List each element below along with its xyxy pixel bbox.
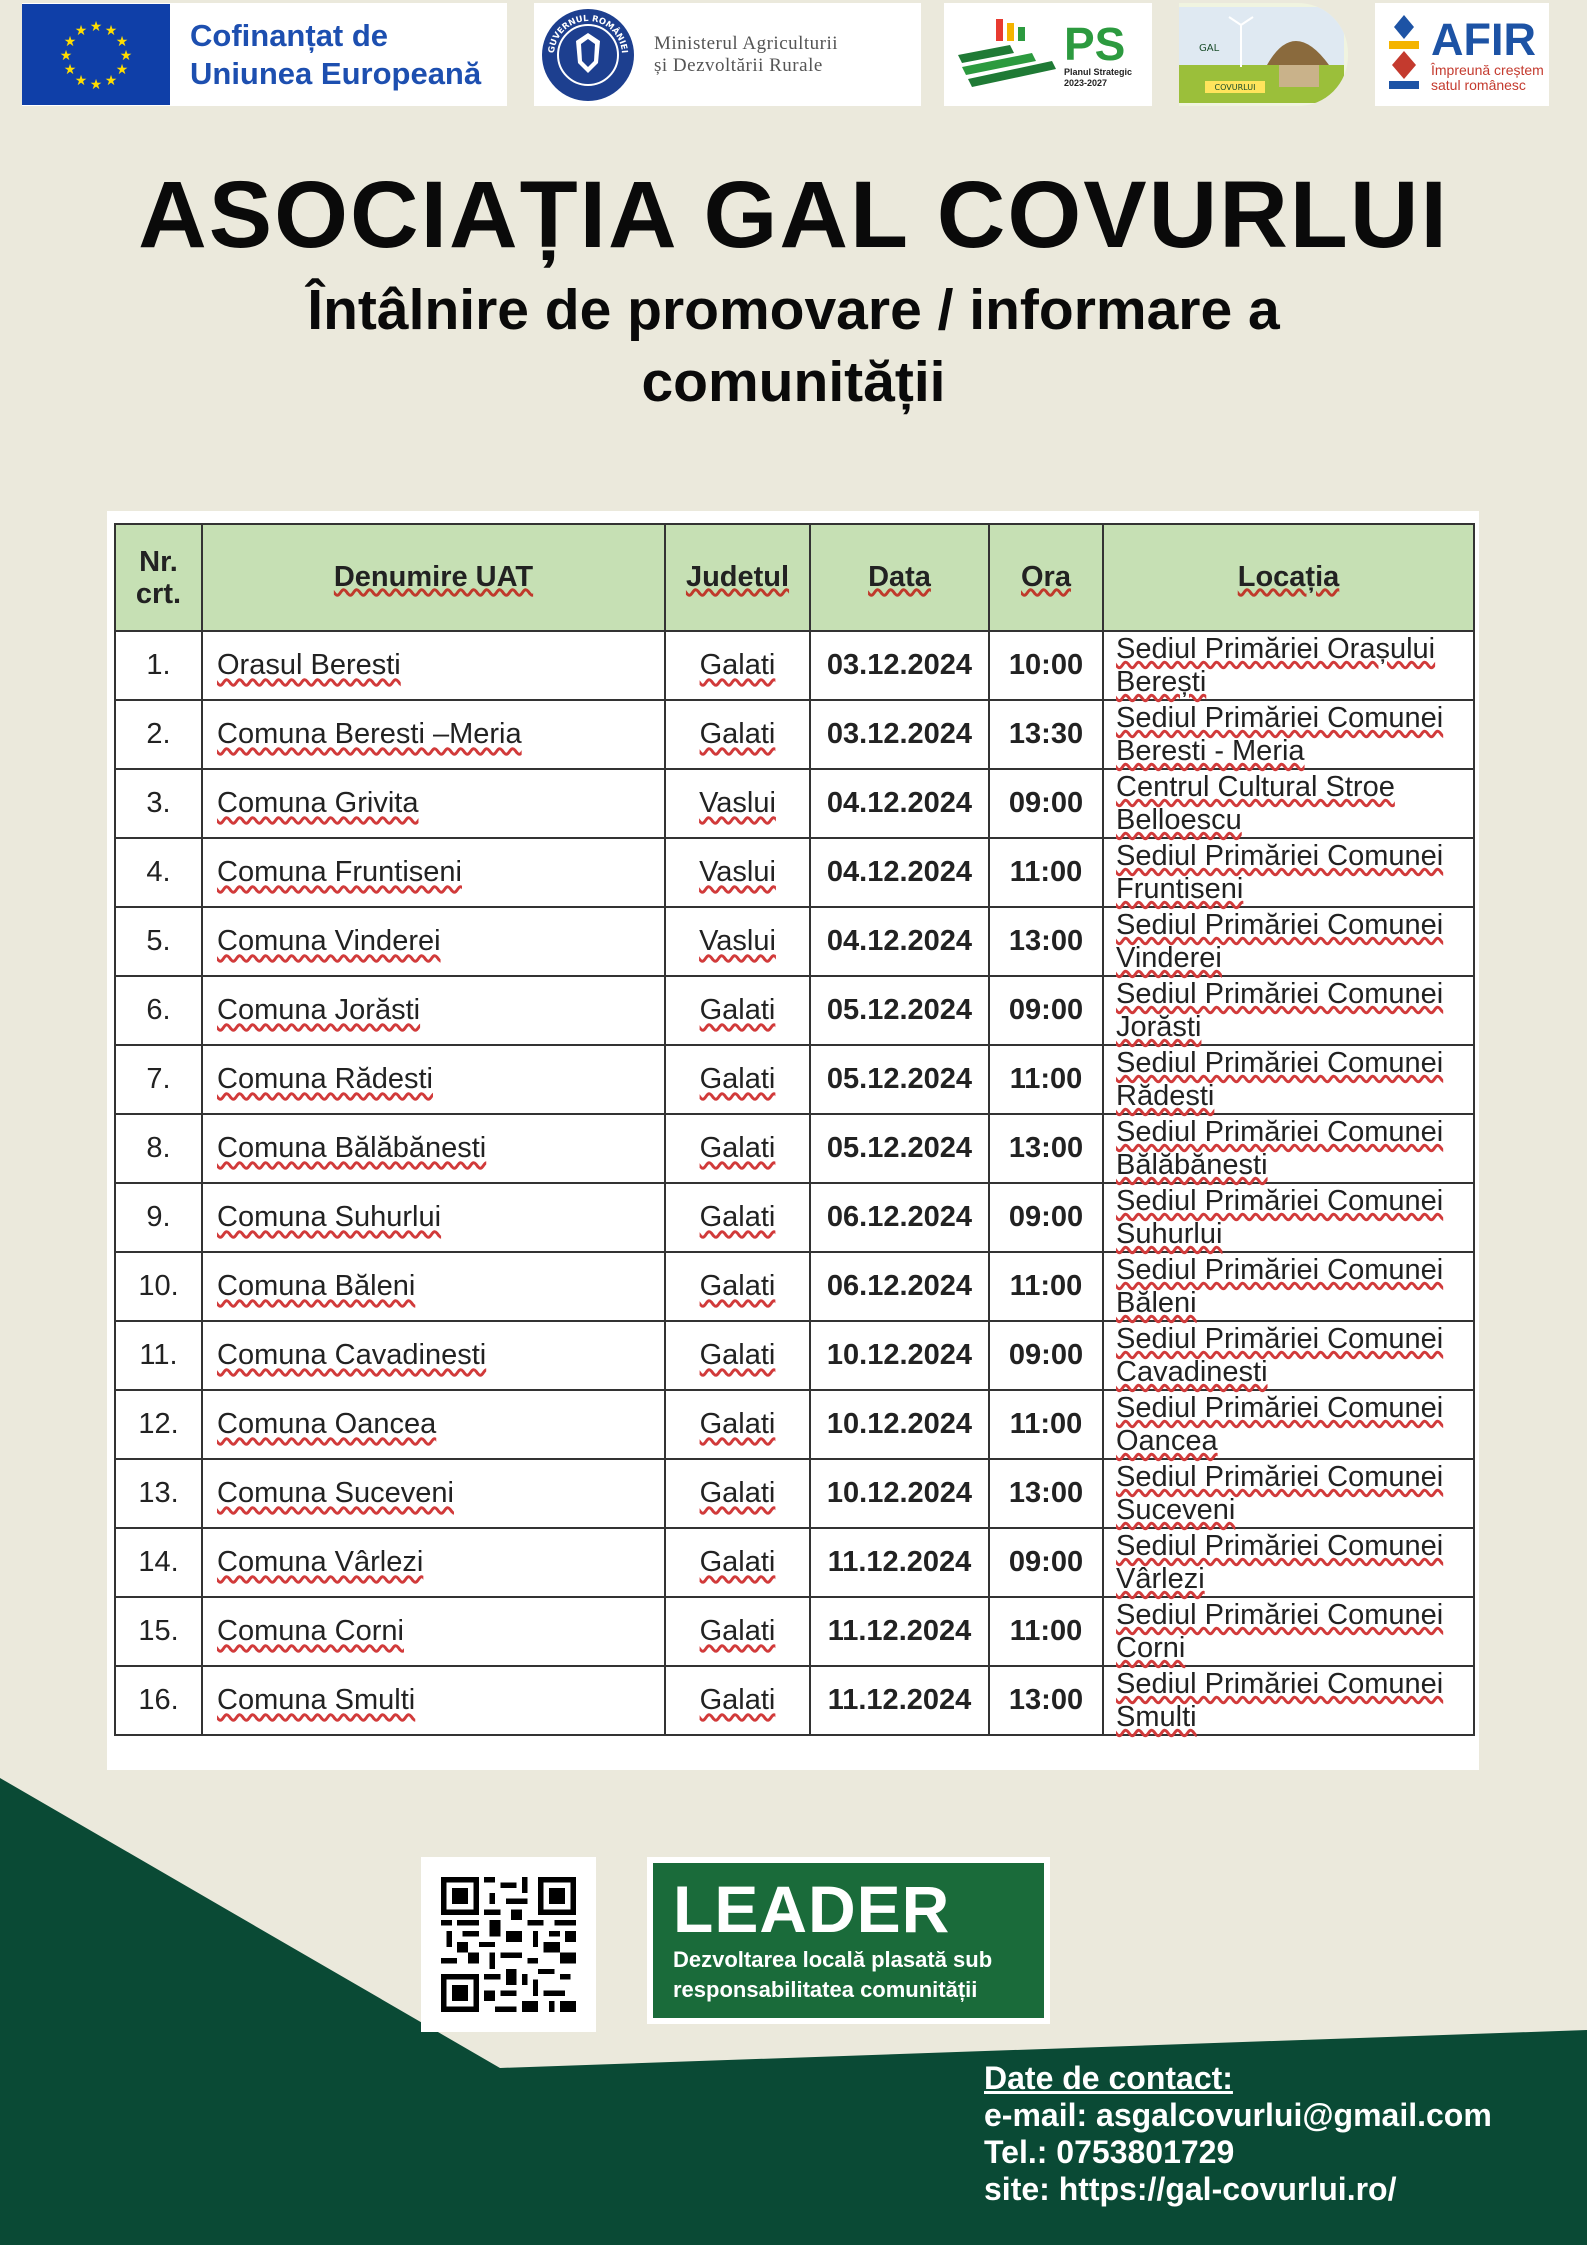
cell-locatie: Sediul Primăriei Comunei Cavadinesti: [1103, 1321, 1474, 1390]
cell-ora: 09:00: [989, 976, 1103, 1045]
table-row: [115, 1045, 1474, 1114]
cell-uat: Comuna Smulti: [202, 1666, 665, 1735]
column-header-data: Data: [810, 524, 989, 631]
cell-nr: 11.: [115, 1321, 202, 1390]
cell-nr: 1.: [115, 631, 202, 700]
table-row: [115, 1114, 1474, 1183]
cell-uat: Comuna Bălăbănesti: [202, 1114, 665, 1183]
cell-nr: 9.: [115, 1183, 202, 1252]
cell-locatie: Sediul Primăriei Comunei Suhurlui: [1103, 1183, 1474, 1252]
svg-text:★: ★: [115, 34, 129, 50]
table-row: [115, 631, 1474, 700]
cell-data: 11.12.2024: [810, 1528, 989, 1597]
leader-title: LEADER: [673, 1872, 951, 1946]
eu-line-2: Uniunea Europeană: [190, 55, 482, 91]
cell-data: 04.12.2024: [810, 907, 989, 976]
schedule-table: [114, 523, 1475, 1736]
cell-locatie: Sediul Primăriei Comunei Oancea: [1103, 1390, 1474, 1459]
cell-ora: 13:00: [989, 1666, 1103, 1735]
cell-uat: Comuna Băleni: [202, 1252, 665, 1321]
cell-uat: Comuna Rădesti: [202, 1045, 665, 1114]
table-row: [115, 976, 1474, 1045]
cell-uat: Comuna Corni: [202, 1597, 665, 1666]
cell-data: 10.12.2024: [810, 1321, 989, 1390]
svg-text:★: ★: [63, 62, 77, 78]
cell-locatie: Sediul Primăriei Comunei Suceveni: [1103, 1459, 1474, 1528]
cell-judet: Galati: [665, 1390, 810, 1459]
cell-data: 10.12.2024: [810, 1390, 989, 1459]
table-row: [115, 1597, 1474, 1666]
cell-data: 03.12.2024: [810, 700, 989, 769]
svg-text:★: ★: [74, 23, 88, 39]
cell-locatie: Sediul Primăriei Comunei Jorăsti: [1103, 976, 1474, 1045]
cell-judet: Galati: [665, 631, 810, 700]
cell-uat: Comuna Vârlezi: [202, 1528, 665, 1597]
leader-logo: [647, 1857, 1050, 2024]
page-title: ASOCIAȚIA GAL COVURLUI: [138, 162, 1449, 268]
cell-ora: 11:00: [989, 1597, 1103, 1666]
eu-logo: [22, 3, 507, 106]
gal-label: COVURLUI: [1214, 82, 1256, 92]
gal-label-top: GAL: [1199, 42, 1220, 54]
eu-flag-icon: [22, 4, 170, 105]
cell-ora: 13:00: [989, 1114, 1103, 1183]
cell-data: 03.12.2024: [810, 631, 989, 700]
leader-subtitle: Dezvoltarea locală plasată sub responsabilitatea comunității: [673, 1947, 993, 2002]
schedule-table-panel: [107, 511, 1479, 1770]
cell-data: 05.12.2024: [810, 976, 989, 1045]
table-row: [115, 1252, 1474, 1321]
cell-judet: Galati: [665, 1597, 810, 1666]
svg-text:★: ★: [119, 48, 133, 64]
column-header-ora: Ora: [989, 524, 1103, 631]
table-row: [115, 1528, 1474, 1597]
afir-mark-text: AFIR: [1431, 13, 1536, 65]
cell-judet: Vaslui: [665, 838, 810, 907]
svg-text:★: ★: [89, 77, 103, 93]
cell-ora: 10:00: [989, 631, 1103, 700]
svg-text:★: ★: [104, 73, 118, 89]
cell-judet: Vaslui: [665, 907, 810, 976]
cell-locatie: Sediul Primăriei Orașului Berești: [1103, 631, 1474, 700]
cell-ora: 11:00: [989, 1252, 1103, 1321]
contact-site[interactable]: site: https://gal-covurlui.ro/: [984, 2171, 1397, 2207]
cell-data: 11.12.2024: [810, 1666, 989, 1735]
svg-text:★: ★: [59, 48, 73, 64]
cell-locatie: Sediul Primăriei Comunei Beresti - Meria: [1103, 700, 1474, 769]
ps-line-2: 2023-2027: [1064, 77, 1108, 88]
cell-nr: 12.: [115, 1390, 202, 1459]
cell-ora: 13:00: [989, 907, 1103, 976]
cell-locatie: Sediul Primăriei Comunei Vârlezi: [1103, 1528, 1474, 1597]
cell-uat: Comuna Suhurlui: [202, 1183, 665, 1252]
afir-line-2: satul românesc: [1431, 76, 1526, 93]
cell-uat: Comuna Beresti –Meria: [202, 700, 665, 769]
contact-heading: Date de contact:: [984, 2060, 1233, 2096]
afir-motif-icon: [1383, 9, 1425, 101]
cell-uat: Comuna Grivita: [202, 769, 665, 838]
svg-text:★: ★: [89, 19, 103, 35]
svg-text:★: ★: [104, 23, 118, 39]
cell-judet: Galati: [665, 700, 810, 769]
table-row: [115, 1459, 1474, 1528]
afir-line-1: Împreună creștem: [1431, 61, 1544, 78]
cell-nr: 14.: [115, 1528, 202, 1597]
cell-ora: 13:30: [989, 700, 1103, 769]
svg-text:★: ★: [63, 34, 77, 50]
cell-nr: 4.: [115, 838, 202, 907]
cell-data: 04.12.2024: [810, 838, 989, 907]
ministry-line-1: Ministerul Agriculturii: [654, 32, 839, 54]
cell-ora: 11:00: [989, 838, 1103, 907]
government-seal-icon: [540, 7, 636, 103]
cell-uat: Comuna Fruntiseni: [202, 838, 665, 907]
cell-judet: Galati: [665, 1321, 810, 1390]
cell-nr: 10.: [115, 1252, 202, 1321]
ps-line-1: Planul Strategic: [1064, 66, 1133, 77]
cell-nr: 3.: [115, 769, 202, 838]
cell-data: 11.12.2024: [810, 1597, 989, 1666]
gal-logo: [1179, 3, 1348, 106]
seal-text: GUVERNUL ROMÂNIEI: [546, 13, 629, 54]
cell-ora: 13:00: [989, 1459, 1103, 1528]
cell-nr: 7.: [115, 1045, 202, 1114]
cell-nr: 16.: [115, 1666, 202, 1735]
cell-locatie: Sediul Primăriei Comunei Băleni: [1103, 1252, 1474, 1321]
cell-nr: 13.: [115, 1459, 202, 1528]
cell-uat: Comuna Oancea: [202, 1390, 665, 1459]
cell-ora: 09:00: [989, 1528, 1103, 1597]
column-header-uat: Denumire UAT: [202, 524, 665, 631]
cell-judet: Galati: [665, 1114, 810, 1183]
cell-uat: Comuna Suceveni: [202, 1459, 665, 1528]
table-row: [115, 838, 1474, 907]
svg-text:★: ★: [74, 73, 88, 89]
cell-judet: Galati: [665, 1252, 810, 1321]
cell-locatie: Sediul Primăriei Comunei Fruntiseni: [1103, 838, 1474, 907]
cell-nr: 15.: [115, 1597, 202, 1666]
cell-judet: Vaslui: [665, 769, 810, 838]
cell-uat: Comuna Jorăsti: [202, 976, 665, 1045]
cell-uat: Orasul Beresti: [202, 631, 665, 700]
column-header-judet: Judetul: [665, 524, 810, 631]
cell-uat: Comuna Cavadinesti: [202, 1321, 665, 1390]
cell-judet: Galati: [665, 1666, 810, 1735]
contact-info: [984, 2060, 1492, 2208]
table-row: [115, 700, 1474, 769]
contact-phone[interactable]: Tel.: 0753801729: [984, 2134, 1235, 2170]
cell-judet: Galati: [665, 1183, 810, 1252]
table-row: [115, 1321, 1474, 1390]
cell-judet: Galati: [665, 1459, 810, 1528]
cell-judet: Galati: [665, 976, 810, 1045]
cell-data: 05.12.2024: [810, 1045, 989, 1114]
table-row: [115, 907, 1474, 976]
cell-nr: 6.: [115, 976, 202, 1045]
table-header-row: [115, 524, 1474, 631]
gal-landscape-icon: [1179, 7, 1344, 103]
table-row: [115, 769, 1474, 838]
cell-ora: 09:00: [989, 1321, 1103, 1390]
eu-line-1: Cofinanțat de: [190, 17, 389, 53]
cell-data: 10.12.2024: [810, 1459, 989, 1528]
cell-judet: Galati: [665, 1528, 810, 1597]
cell-data: 06.12.2024: [810, 1183, 989, 1252]
qr-code[interactable]: [421, 1857, 596, 2032]
cell-ora: 11:00: [989, 1045, 1103, 1114]
cell-locatie: Sediul Primăriei Comunei Smulti: [1103, 1666, 1474, 1735]
cell-ora: 09:00: [989, 769, 1103, 838]
column-header-nr: Nr. crt.: [115, 524, 202, 631]
ps-mark-text: PS: [1064, 17, 1126, 70]
page-subtitle: Întâlnire de promovare / informare a comunității: [307, 278, 1280, 414]
cell-judet: Galati: [665, 1045, 810, 1114]
cell-uat: Comuna Vinderei: [202, 907, 665, 976]
cell-data: 05.12.2024: [810, 1114, 989, 1183]
ministry-logo: [534, 3, 921, 106]
ps-logo: [944, 3, 1152, 106]
table-row: [115, 1666, 1474, 1735]
ps-stripes-icon: [952, 15, 1060, 95]
ministry-line-2: și Dezvoltării Rurale: [654, 54, 823, 76]
cell-locatie: Sediul Primăriei Comunei Corni: [1103, 1597, 1474, 1666]
cell-nr: 2.: [115, 700, 202, 769]
contact-email[interactable]: e-mail: asgalcovurlui@gmail.com: [984, 2097, 1492, 2133]
cell-data: 06.12.2024: [810, 1252, 989, 1321]
cell-nr: 5.: [115, 907, 202, 976]
cell-data: 04.12.2024: [810, 769, 989, 838]
cell-locatie: Sediul Primăriei Comunei Vinderei: [1103, 907, 1474, 976]
svg-text:★: ★: [115, 62, 129, 78]
cell-ora: 11:00: [989, 1390, 1103, 1459]
column-header-locatie: Locația: [1103, 524, 1474, 631]
cell-locatie: Sediul Primăriei Comunei Bălăbănesti: [1103, 1114, 1474, 1183]
table-row: [115, 1183, 1474, 1252]
cell-locatie: Sediul Primăriei Comunei Rădesti: [1103, 1045, 1474, 1114]
cell-locatie: Centrul Cultural Stroe Belloescu: [1103, 769, 1474, 838]
cell-ora: 09:00: [989, 1183, 1103, 1252]
cell-nr: 8.: [115, 1114, 202, 1183]
table-row: [115, 1390, 1474, 1459]
afir-logo: [1375, 3, 1549, 106]
qr-code-icon: [441, 1877, 576, 2012]
